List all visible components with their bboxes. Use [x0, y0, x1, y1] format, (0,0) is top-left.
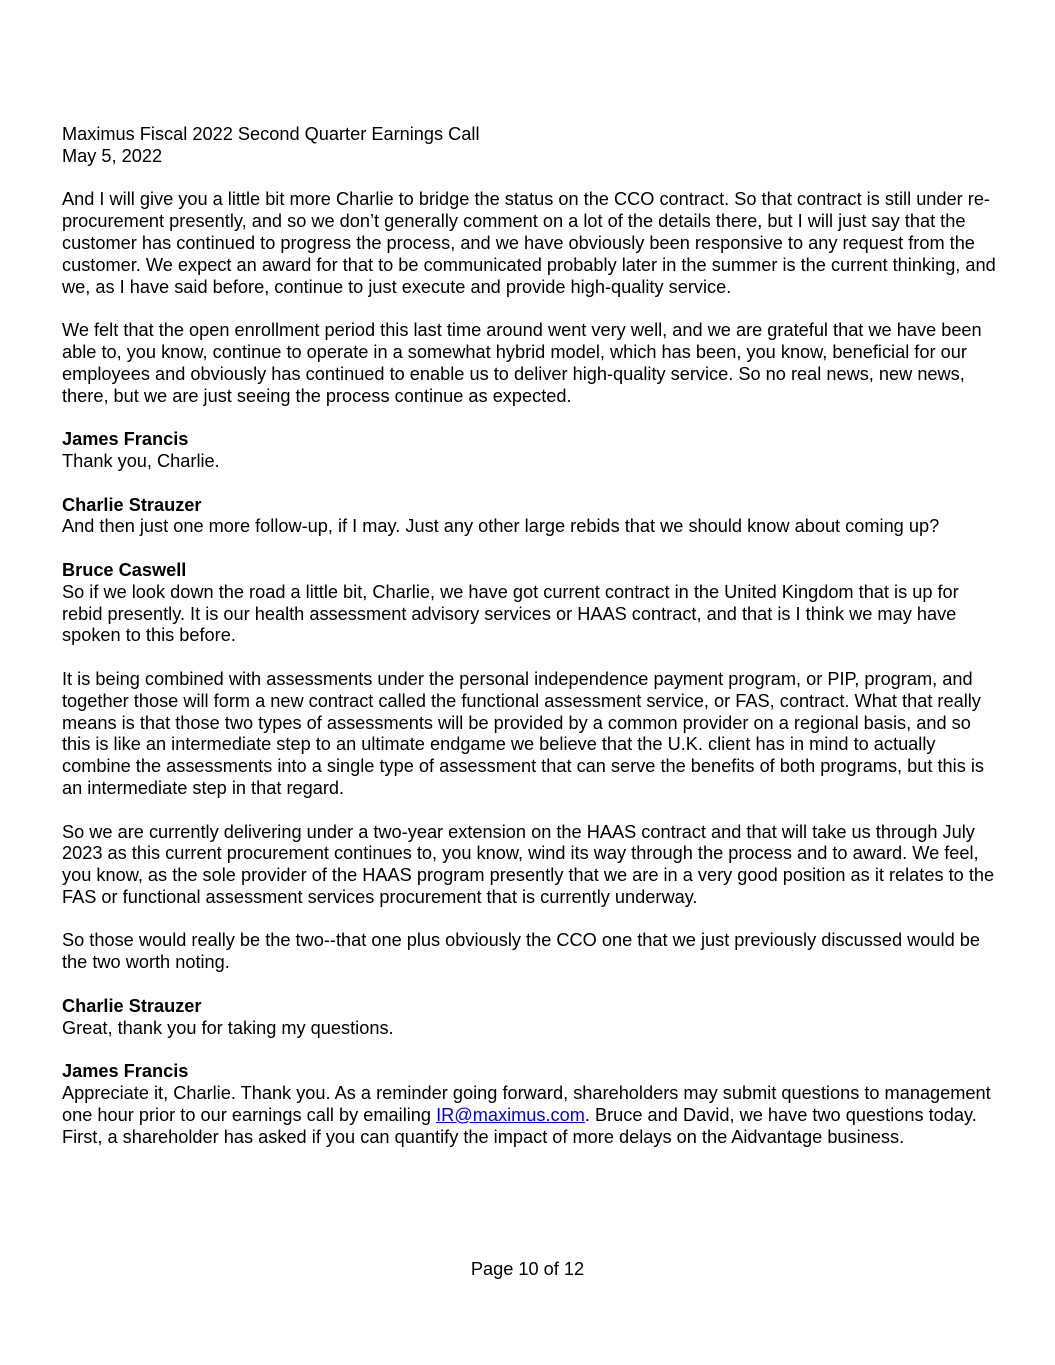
speaker-name: Charlie Strauzer — [62, 995, 202, 1016]
speaker-remark: Great, thank you for taking my questions. — [62, 1017, 394, 1038]
speaker-name: James Francis — [62, 1061, 189, 1082]
document-header — [62, 124, 997, 168]
page-number: Page 10 of 12 — [470, 1259, 585, 1279]
transcript-turn — [62, 1061, 997, 1148]
transcript-paragraph: And I will give you a little bit more Charlie to bridge the status on the CCO contract. So that contract is still under re-procurement presently, and so we don’t generally comment on a lot of the details there, but I will just say that the customer has continued to progress the process, and we have obviously been responsive to any request from the customer. We expect an award for that to be communicated probably later in the summer is the current thinking, and we, as I have said before, continue to just execute and provide high-quality service. — [62, 189, 996, 297]
speaker-remark: Thank you, Charlie. — [62, 450, 220, 471]
speaker-name: Charlie Strauzer — [62, 494, 202, 515]
speaker-remark: So if we look down the road a little bit, Charlie, we have got current contract in the United Kingdom that is up for rebid presently. It is our health assessment advisory services or HAAS contract, and that is I think we may have spoken to this before. — [62, 581, 959, 646]
remark-text-before-link: Appreciate it, Charlie. Thank you. As a reminder going forward, shareholders may submit questions to management one hour prior to our earnings call by emailing — [62, 1083, 991, 1125]
transcript-turn — [62, 996, 997, 1040]
remark-text-after-link: . Bruce and David, we have two questions today. First, a shareholder has asked if you can quantify the impact of more delays on the Aidvantage business. — [62, 1104, 977, 1147]
speaker-name: James Francis — [62, 429, 189, 450]
transcript-paragraph: We felt that the open enrollment period this last time around went very well, and we are grateful that we have been able to, you know, continue to operate in a somewhat hybrid model, which has been, you know, beneficial for our employees and obviously has continued to enable us to deliver high-quality service. So no real news, new news, there, but we are just seeing the process continue as expected. — [62, 320, 982, 406]
speaker-remark: And then just one more follow-up, if I may. Just any other large rebids that we should know about coming up? — [62, 516, 940, 537]
speaker-remark — [62, 1083, 997, 1148]
document-page — [62, 124, 997, 1170]
document-title: Maximus Fiscal 2022 Second Quarter Earnings Call — [62, 124, 480, 144]
transcript-turn — [62, 495, 997, 539]
transcript-turn — [62, 429, 997, 473]
speaker-name: Bruce Caswell — [62, 559, 187, 580]
transcript-paragraph: So we are currently delivering under a two-year extension on the HAAS contract and that will take us through July 2023 as this current procurement continues to, you know, wind its way through the process and to award. We feel, you know, as the sole provider of the HAAS program presently that we are in a very good position as it relates to the FAS or functional assessment services procurement that is currently underway. — [62, 821, 995, 907]
ir-email-link[interactable]: IR@maximus.com — [436, 1104, 585, 1125]
document-date: May 5, 2022 — [62, 145, 163, 166]
transcript-paragraph: So those would really be the two--that one plus obviously the CCO one that we just previously discussed would be the two worth noting. — [62, 930, 980, 973]
transcript-turn — [62, 560, 997, 647]
transcript-paragraph: It is being combined with assessments under the personal independence payment program, or PIP, program, and together those will form a new contract called the functional assessment service, or FAS, contract. What that really means is that those two types of assessments will be provided by a common provider on a regional basis, and so this is like an intermediate step to an ultimate endgame we believe that the U.K. client has in mind to actually combine the assessments into a single type of assessment that can serve the benefits of both programs, but this is an intermediate step in that regard. — [62, 668, 984, 798]
